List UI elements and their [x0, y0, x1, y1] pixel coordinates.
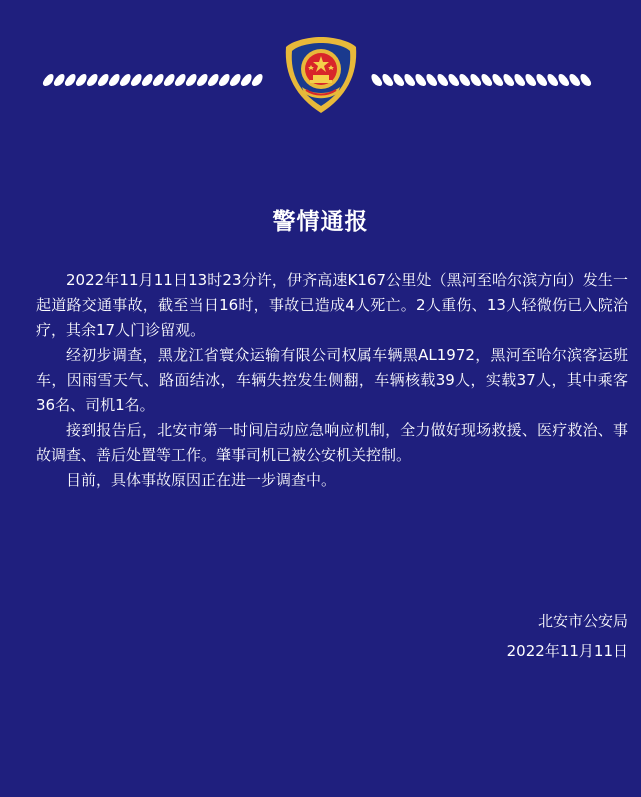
signature-block — [507, 606, 628, 666]
police-emblem-icon — [282, 35, 360, 115]
notice-paragraph: 目前，具体事故原因正在进一步调查中。 — [66, 471, 337, 489]
notice-body — [36, 268, 628, 493]
notice-paragraph: 2022年11月11日13时23分许，伊齐高速K167公里处（黑河至哈尔滨方向）发生一起道路交通事故，截至当日16时，事故已造成4人死亡。2人重伤、13人轻微伤已入院治疗，其余17人门诊留观。 — [36, 271, 628, 339]
notice-title: 警情通报 — [272, 209, 369, 235]
notice-paragraph: 经初步调查，黑龙江省寰众运输有限公司权属车辆黑AL1972，黑河至哈尔滨客运班车，因雨雪天气、路面结冰，车辆失控发生侧翻，车辆核载39人，实载37人，其中乘客36名、司机1名。 — [36, 346, 628, 414]
right-wheat-ribbon-icon — [372, 72, 602, 88]
notice-paragraph: 接到报告后，北安市第一时间启动应急响应机制，全力做好现场救援、医疗救治、事故调查、善后处置等工作。肇事司机已被公安机关控制。 — [36, 421, 628, 464]
left-wheat-ribbon-icon — [44, 72, 276, 88]
issue-date: 2022年11月11日 — [506, 642, 628, 660]
issuer-name: 北安市公安局 — [537, 612, 628, 630]
